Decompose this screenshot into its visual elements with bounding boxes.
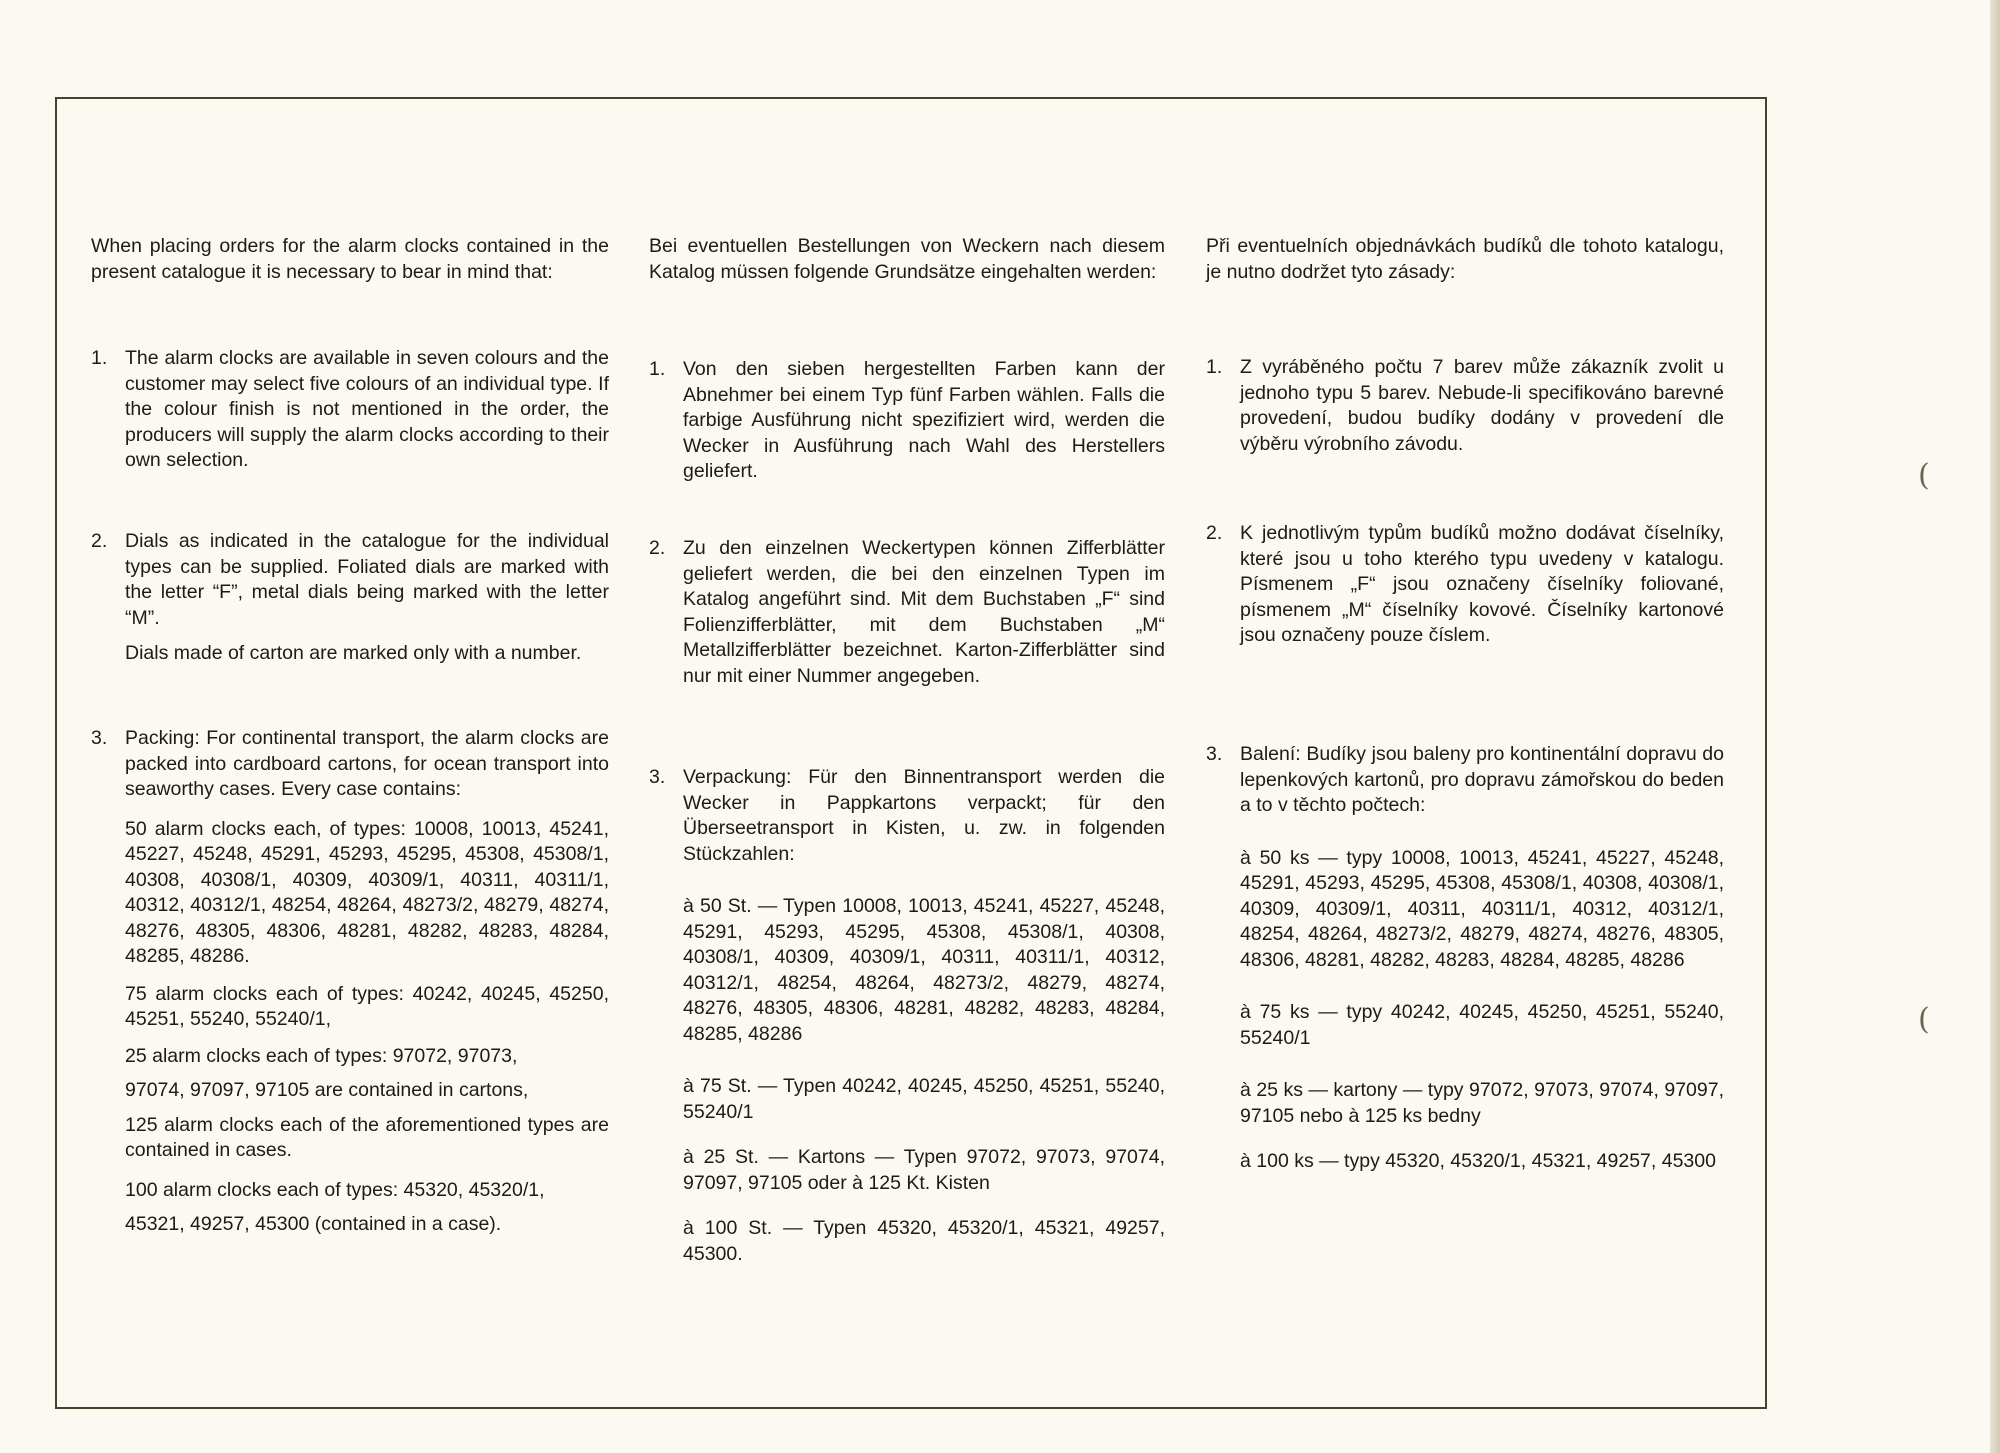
item-number: 1.: [649, 358, 666, 380]
item-number: 2.: [649, 537, 666, 559]
item-text: Dials as indicated in the catalogue for the individual types can be supplied. Foliated dials are marked with the letter “F”, metal dials being marked with the letter “M”.: [125, 530, 609, 629]
czech-intro: Při eventuelních objednávkách budíků dle tohoto katalogu, je nutno dodržet tyto zásady:: [1206, 235, 1724, 283]
german-intro: Bei eventuellen Bestellungen von Weckern nach diesem Katalog müssen folgende Grundsätze eingehalten werden:: [649, 235, 1165, 283]
packing-line: 45321, 49257, 45300 (contained in a case).: [125, 1213, 502, 1235]
item-number: 3.: [649, 766, 666, 788]
item-text: The alarm clocks are available in seven colours and the customer may select five colours of an individual type. If the colour finish is not mentioned in the order, the producers will supply the alarm clocks according to their own selection.: [125, 347, 609, 471]
english-item-3: [91, 726, 609, 1238]
item-text: Z vyráběného počtu 7 barev může zákazník zvolit u jednoho typu 5 barev. Nebude-li specifikováno barevné provedení, budou budíky dodány v provedení dle výběru výrobního závodu.: [1240, 356, 1724, 455]
czech-item-2: [1206, 521, 1724, 649]
packing-line: 125 alarm clocks each of the aforementioned types are contained in cases.: [125, 1113, 609, 1161]
english-item-2: [91, 529, 609, 667]
german-item-1: [649, 357, 1165, 485]
packing-line: à 50 ks — typy 10008, 10013, 45241, 45227, 45248, 45291, 45293, 45295, 45308, 45308/1, 40308, 40308/1, 40309, 40309/1, 40311, 40311/1, 40312, 40312/1, 48254, 48264, 48273/2, 48279, 48274, 48276, 48305, 48306, 48281, 48282, 48283, 48284, 48285, 48286: [1240, 846, 1724, 971]
packing-line: à 25 ks — kartony — typy 97072, 97073, 97074, 97097, 97105 nebo à 125 ks bedny: [1240, 1079, 1724, 1127]
german-column: [649, 234, 1165, 1265]
item-text: Balení: Budíky jsou baleny pro kontinentální dopravu do lepenkových kartonů, pro dopravu zámořskou do beden a to v těchto počtech:: [1240, 743, 1724, 816]
item-text: Zu den einzelnen Weckertypen können Zifferblätter geliefert werden, die bei den einzelnen Typen im Katalog angeführt sind. Mit dem Buchstaben „F“ sind Folienzifferblätter, mit dem Buchstaben „M“ Metallzifferblätter bezeichnet. Karton-Zifferblätter sind nur mit einer Nummer angegeben.: [683, 537, 1165, 687]
german-item-2: [649, 536, 1165, 689]
margin-mark: (: [1918, 458, 1930, 493]
item-number: 2.: [91, 530, 108, 552]
packing-line: 50 alarm clocks each, of types: 10008, 10013, 45241, 45227, 45248, 45291, 45293, 45295, 45308, 45308/1, 40308, 40308/1, 40309, 40309/1, 40311, 40311/1, 40312, 40312/1, 48254, 48264, 48273/2, 48279, 48274, 48276, 48305, 48306, 48281, 48282, 48283, 48284, 48285, 48286.: [125, 817, 609, 967]
packing-line: 25 alarm clocks each of types: 97072, 97073,: [125, 1044, 518, 1067]
page-edge: [1990, 0, 2000, 1453]
item-number: 3.: [91, 727, 108, 749]
packing-line: à 100 ks — typy 45320, 45320/1, 45321, 49257, 45300: [1240, 1150, 1716, 1172]
packing-line: 100 alarm clocks each of types: 45320, 45320/1,: [125, 1178, 545, 1201]
packing-line: à 25 St. — Kartons — Typen 97072, 97073, 97074, 97097, 97105 oder à 125 Kt. Kisten: [683, 1146, 1165, 1194]
packing-line: 75 alarm clocks each of types: 40242, 40245, 45250, 45251, 55240, 55240/1,: [125, 982, 609, 1030]
margin-mark: (: [1918, 1002, 1930, 1037]
item-number: 1.: [1206, 356, 1223, 378]
item-text: Von den sieben hergestellten Farben kann der Abnehmer bei einem Typ fünf Farben wählen. Falls die farbige Ausführung nicht spezifiziert wird, werden die Wecker in Ausführung nach Wahl des Herstellers geliefert.: [683, 358, 1165, 482]
item-text: Dials made of carton are marked only with a number.: [125, 642, 582, 664]
packing-line: à 75 St. — Typen 40242, 40245, 45250, 45251, 55240, 55240/1: [683, 1075, 1165, 1123]
english-item-1: [91, 346, 609, 474]
item-text: Verpackung: Für den Binnentransport werden die Wecker in Pappkartons verpackt; für den Überseetransport in Kisten, u. zw. in folgenden Stückzahlen:: [683, 766, 1165, 865]
czech-item-3: [1206, 742, 1724, 1175]
english-column: [91, 234, 609, 1235]
item-text: Packing: For continental transport, the alarm clocks are packed into cardboard cartons, for ocean transport into seaworthy cases. Every case contains:: [125, 727, 609, 800]
packing-line: à 75 ks — typy 40242, 40245, 45250, 45251, 55240, 55240/1: [1240, 1001, 1724, 1049]
item-number: 3.: [1206, 743, 1223, 765]
packing-line: à 100 St. — Typen 45320, 45320/1, 45321, 49257, 45300.: [683, 1217, 1165, 1265]
item-number: 2.: [1206, 522, 1223, 544]
german-item-3: [649, 765, 1165, 1267]
item-number: 1.: [91, 347, 108, 369]
czech-item-1: [1206, 355, 1724, 457]
czech-column: [1206, 234, 1724, 1172]
packing-line: 97074, 97097, 97105 are contained in cartons,: [125, 1079, 529, 1101]
english-intro: When placing orders for the alarm clocks contained in the present catalogue it is necessary to bear in mind that:: [91, 235, 609, 283]
packing-line: à 50 St. — Typen 10008, 10013, 45241, 45227, 45248, 45291, 45293, 45295, 45308, 45308/1, 40308, 40308/1, 40309, 40309/1, 40311, 40311/1, 40312, 40312/1, 48254, 48264, 48273/2, 48279, 48274, 48276, 48305, 48306, 48281, 48282, 48283, 48284, 48285, 48286: [683, 895, 1165, 1045]
item-text: K jednotlivým typům budíků možno dodávat číselníky, které jsou u toho kterého typu uvedeny v katalogu. Písmenem „F“ jsou označeny číselníky foliované, písmenem „M“ číselníky kovové. Číselníky kartonové jsou označeny pouze číslem.: [1240, 522, 1724, 646]
